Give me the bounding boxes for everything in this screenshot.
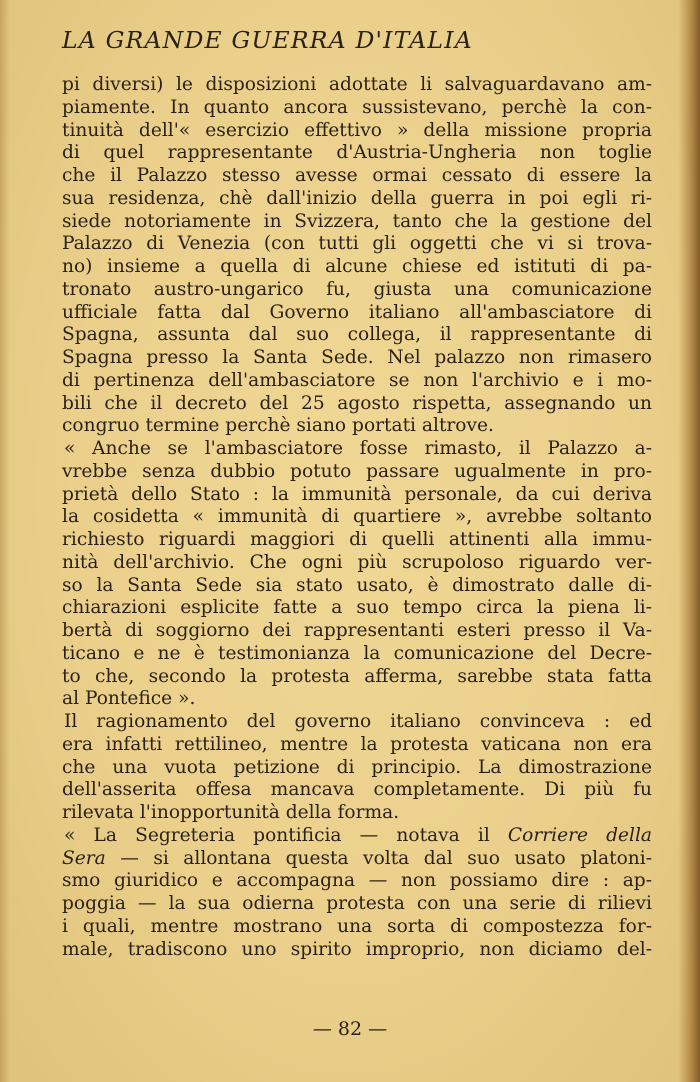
text-line-mixed (62, 825, 652, 848)
text-line: ufficiale fatta dal Governo italiano all'ambasciatore di (62, 301, 652, 323)
text-line: sua residenza, chè dall'inizio della guerra in poi egli ri- (62, 187, 652, 209)
page-right-shadow (678, 0, 700, 1082)
text-line: tinuità dell'« esercizio effettivo » della missione propria (62, 119, 652, 141)
text-line: ticano e ne è testimonianza la comunicazione del Decre- (62, 642, 652, 664)
text-line: di pertinenza dell'ambasciatore se non l'archivio e i mo- (62, 369, 652, 391)
text-run: « La Segreteria pontificia — notava il (64, 824, 508, 846)
text-line: dell'asserita offesa mancava completamente. Di più fu (62, 779, 652, 801)
text-line: bili che il decreto del 25 agosto rispetta, assegnando un (62, 392, 652, 414)
text-line: bertà di soggiorno dei rappresentanti esteri presso il Va- (62, 620, 652, 641)
text-line: poggia — la sua odierna protesta con una serie di rilievi (62, 893, 652, 914)
text-line: male, tradiscono uno spirito improprio, non diciamo del- (62, 938, 652, 960)
text-line: to che, secondo la protesta afferma, sarebbe stata fatta (62, 665, 652, 687)
text-line: nità dell'archivio. Che ogni più scrupoloso riguardo ver- (62, 551, 652, 573)
page-number: — 82 — (312, 1018, 388, 1040)
text-line: Il ragionamento del governo italiano convinceva : ed (64, 711, 652, 732)
text-line: i quali, mentre mostrano una sorta di compostezza for- (62, 915, 652, 937)
italic-run: Sera (62, 847, 106, 869)
text-line: di quel rappresentante d'Austria-Ungheria non toglie (62, 142, 652, 164)
text-line: tronato austro-ungarico fu, giusta una comunicazione (62, 278, 652, 300)
text-line: so la Santa Sede sia stato usato, è dimostrato dalle di- (62, 574, 652, 596)
text-line: che il Palazzo stesso avesse ormai cessato di essere la (62, 165, 652, 186)
text-line: chiarazioni esplicite fatte a suo tempo circa la piena li- (62, 597, 652, 619)
text-line-mixed (62, 848, 652, 871)
running-title: LA GRANDE GUERRA D'ITALIA (62, 26, 473, 54)
italic-run: Corriere della (507, 824, 652, 846)
text-line: smo giuridico e accompagna — non possiamo dire : ap- (62, 870, 652, 892)
text-line: congruo termine perchè siano portati altrove. (62, 415, 494, 437)
text-line: Palazzo di Venezia (con tutti gli oggetti che vi si trova- (62, 233, 652, 255)
text-line: pi diversi) le disposizioni adottate li salvaguardavano am- (62, 74, 652, 95)
text-line: vrebbe senza dubbio potuto passare ugualmente in pro- (62, 460, 652, 482)
text-line: Spagna presso la Santa Sede. Nel palazzo non rimasero (62, 347, 652, 368)
text-run: — si allontana questa volta dal suo usato platoni- (105, 847, 652, 869)
text-line: al Pontefice ». (62, 688, 196, 710)
text-line: no) insieme a quella di alcune chiese ed istituti di pa- (62, 256, 652, 277)
text-line: Spagna, assunta dal suo collega, il rappresentante di (62, 324, 652, 346)
text-line: prietà dello Stato : la immunità personale, da cui deriva (62, 483, 652, 505)
text-line: richiesto riguardi maggiori di quelli attinenti alla immu- (62, 529, 652, 550)
text-line: era infatti rettilineo, mentre la protesta vaticana non era (62, 733, 652, 755)
text-line: che una vuota petizione di principio. La dimostrazione (62, 756, 652, 778)
text-line: piamente. In quanto ancora sussistevano, perchè la con- (62, 96, 652, 118)
text-line: siede notoriamente in Svizzera, tanto che la gestione del (62, 210, 652, 232)
text-line: rilevata l'inopportunità della forma. (62, 802, 400, 823)
body-text (62, 74, 652, 961)
page-left-shadow (0, 0, 10, 1082)
text-line: la cosidetta « immunità di quartiere », avrebbe soltanto (62, 506, 652, 528)
text-line: « Anche se l'ambasciatore fosse rimasto, il Palazzo a- (64, 438, 652, 459)
